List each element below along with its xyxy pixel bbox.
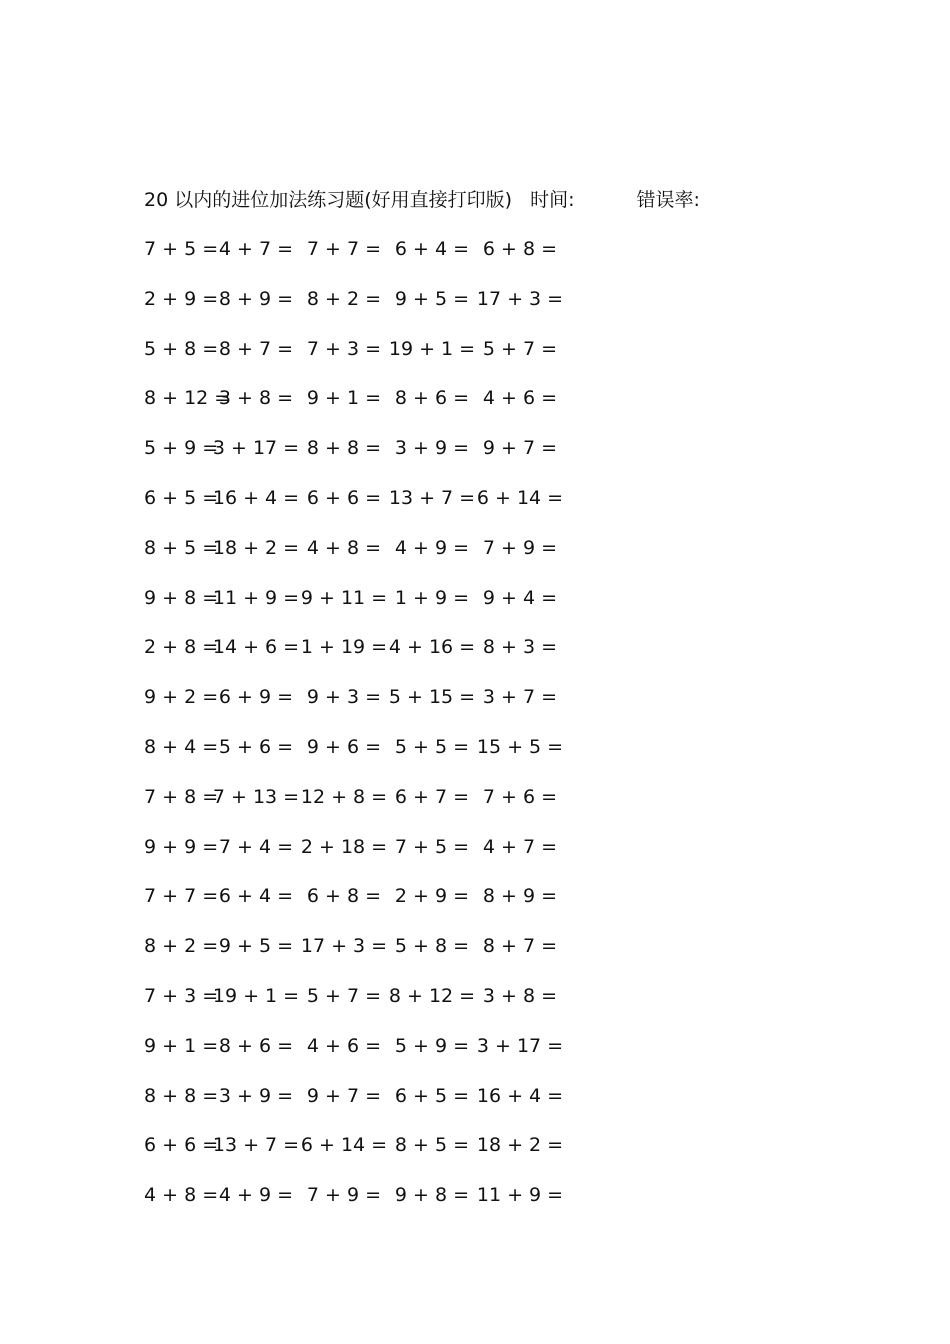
problem-cell: 9 + 2 = [144,686,219,709]
problem-cell: 3 + 9 = [394,437,470,460]
problem-cell: 7 + 7 = [306,238,382,260]
problem-cell: 9 + 11 = [300,586,388,609]
problem-cell: 8 + 4 = [144,735,219,758]
problem-cell: 8 + 7 = [218,337,294,360]
problem-cell: 6 + 5 = [144,486,219,509]
problem-cell: 7 + 8 = [144,785,219,808]
problem-cell: 2 + 8 = [144,636,219,659]
problem-row [144,733,564,783]
problem-cell: 8 + 12 = [388,984,476,1007]
problem-cell: 6 + 5 = [394,1084,470,1107]
problem-cell: 1 + 9 = [394,586,470,609]
problem-row [144,534,564,584]
problem-cell: 7 + 3 = [144,984,219,1007]
problem-cell: 8 + 6 = [218,1034,294,1057]
worksheet-title: 20 以内的进位加法练习题(好用直接打印版) [144,189,513,211]
problem-row [144,384,564,434]
problem-cell: 4 + 7 = [218,238,294,260]
problem-row [144,783,564,833]
problem-cell: 9 + 3 = [306,686,382,709]
problem-row [144,1131,564,1181]
problem-cell: 7 + 3 = [306,337,382,360]
problem-cell: 9 + 9 = [144,835,219,858]
problem-cell: 7 + 9 = [482,536,558,559]
problem-cell: 5 + 5 = [394,735,470,758]
problem-cell: 5 + 9 = [144,437,219,460]
problem-cell: 8 + 2 = [144,935,219,958]
problem-cell: 9 + 7 = [482,437,558,460]
problem-cell: 5 + 6 = [218,735,294,758]
problem-cell: 5 + 7 = [482,337,558,360]
problem-cell: 4 + 9 = [394,536,470,559]
problem-cell: 16 + 4 = [476,1084,564,1107]
problem-cell: 4 + 8 = [144,1184,219,1207]
problem-cell: 4 + 7 = [482,835,558,858]
problem-row [144,932,564,982]
problem-row [144,285,564,335]
problem-cell: 9 + 7 = [306,1084,382,1107]
problem-cell: 6 + 6 = [144,1134,219,1157]
problem-cell: 9 + 5 = [218,935,294,958]
problem-cell: 2 + 18 = [300,835,388,858]
problem-row [144,584,564,634]
problem-row [144,1082,564,1132]
problem-cell: 9 + 5 = [394,287,470,310]
problem-cell: 4 + 9 = [218,1184,294,1207]
problem-cell: 4 + 6 = [482,387,558,410]
problem-cell: 8 + 6 = [394,387,470,410]
problem-cell: 15 + 5 = [476,735,564,758]
problem-row [144,633,564,683]
problem-cell: 17 + 3 = [476,287,564,310]
problem-cell: 7 + 9 = [306,1184,382,1207]
problem-cell: 8 + 8 = [144,1084,219,1107]
problem-row [144,235,564,285]
problem-cell: 7 + 4 = [218,835,294,858]
problem-cell: 3 + 8 = [482,984,558,1007]
problem-row [144,882,564,932]
problem-cell: 5 + 15 = [388,686,476,709]
problem-cell: 3 + 7 = [482,686,558,709]
problem-cell: 8 + 5 = [394,1134,470,1157]
problem-cell: 6 + 7 = [394,785,470,808]
problem-cell: 5 + 8 = [394,935,470,958]
problem-cell: 3 + 17 = [476,1034,564,1057]
problem-row [144,1032,564,1082]
problem-cell: 6 + 14 = [476,486,564,509]
problem-cell: 2 + 9 = [144,287,219,310]
problem-cell: 4 + 16 = [388,636,476,659]
problem-cell: 6 + 9 = [218,686,294,709]
problem-row [144,982,564,1032]
problem-cell: 8 + 2 = [306,287,382,310]
problem-cell: 4 + 6 = [306,1034,382,1057]
problem-cell: 9 + 8 = [144,586,219,609]
problem-row [144,833,564,883]
problem-cell: 9 + 8 = [394,1184,470,1207]
problem-cell: 8 + 9 = [218,287,294,310]
problem-cell: 3 + 9 = [218,1084,294,1107]
problem-cell: 9 + 1 = [306,387,382,410]
problem-row [144,1181,564,1231]
problem-cell: 7 + 13 = [212,785,300,808]
problem-cell: 8 + 5 = [144,536,219,559]
problem-cell: 14 + 6 = [212,636,300,659]
problem-cell: 16 + 4 = [212,486,300,509]
problem-row [144,683,564,733]
problem-cell: 6 + 4 = [218,885,294,908]
problem-cell: 13 + 7 = [388,486,476,509]
problem-grid [144,235,564,1231]
problem-cell: 3 + 17 = [212,437,300,460]
problem-cell: 18 + 2 = [212,536,300,559]
problem-cell: 8 + 12 = [144,387,231,410]
problem-cell: 7 + 5 = [144,238,219,260]
problem-cell: 2 + 9 = [394,885,470,908]
problem-cell: 6 + 6 = [306,486,382,509]
problem-cell: 8 + 8 = [306,437,382,460]
problem-cell: 4 + 8 = [306,536,382,559]
error-rate-label: 错误率: [636,189,700,211]
problem-cell: 7 + 6 = [482,785,558,808]
problem-row [144,434,564,484]
worksheet-header [144,186,700,214]
problem-cell: 7 + 5 = [394,835,470,858]
problem-cell: 6 + 4 = [394,238,470,260]
problem-cell: 5 + 7 = [306,984,382,1007]
problem-cell: 1 + 19 = [300,636,388,659]
problem-cell: 9 + 1 = [144,1034,219,1057]
problem-cell: 17 + 3 = [300,935,388,958]
problem-cell: 18 + 2 = [476,1134,564,1157]
problem-row [144,335,564,385]
problem-cell: 19 + 1 = [388,337,476,360]
problem-cell: 12 + 8 = [300,785,388,808]
problem-cell: 5 + 9 = [394,1034,470,1057]
problem-cell: 6 + 14 = [300,1134,388,1157]
problem-cell: 11 + 9 = [476,1184,564,1207]
problem-cell: 11 + 9 = [212,586,300,609]
problem-cell: 8 + 7 = [482,935,558,958]
problem-cell: 9 + 4 = [482,586,558,609]
time-label: 时间: [530,189,575,211]
problem-cell: 6 + 8 = [482,238,558,260]
problem-cell: 13 + 7 = [212,1134,300,1157]
problem-cell: 3 + 8 = [218,387,294,410]
problem-cell: 6 + 8 = [306,885,382,908]
problem-cell: 5 + 8 = [144,337,219,360]
problem-row [144,484,564,534]
problem-cell: 7 + 7 = [144,885,219,908]
problem-cell: 8 + 3 = [482,636,558,659]
problem-cell: 9 + 6 = [306,735,382,758]
problem-cell: 8 + 9 = [482,885,558,908]
problem-cell: 19 + 1 = [212,984,300,1007]
